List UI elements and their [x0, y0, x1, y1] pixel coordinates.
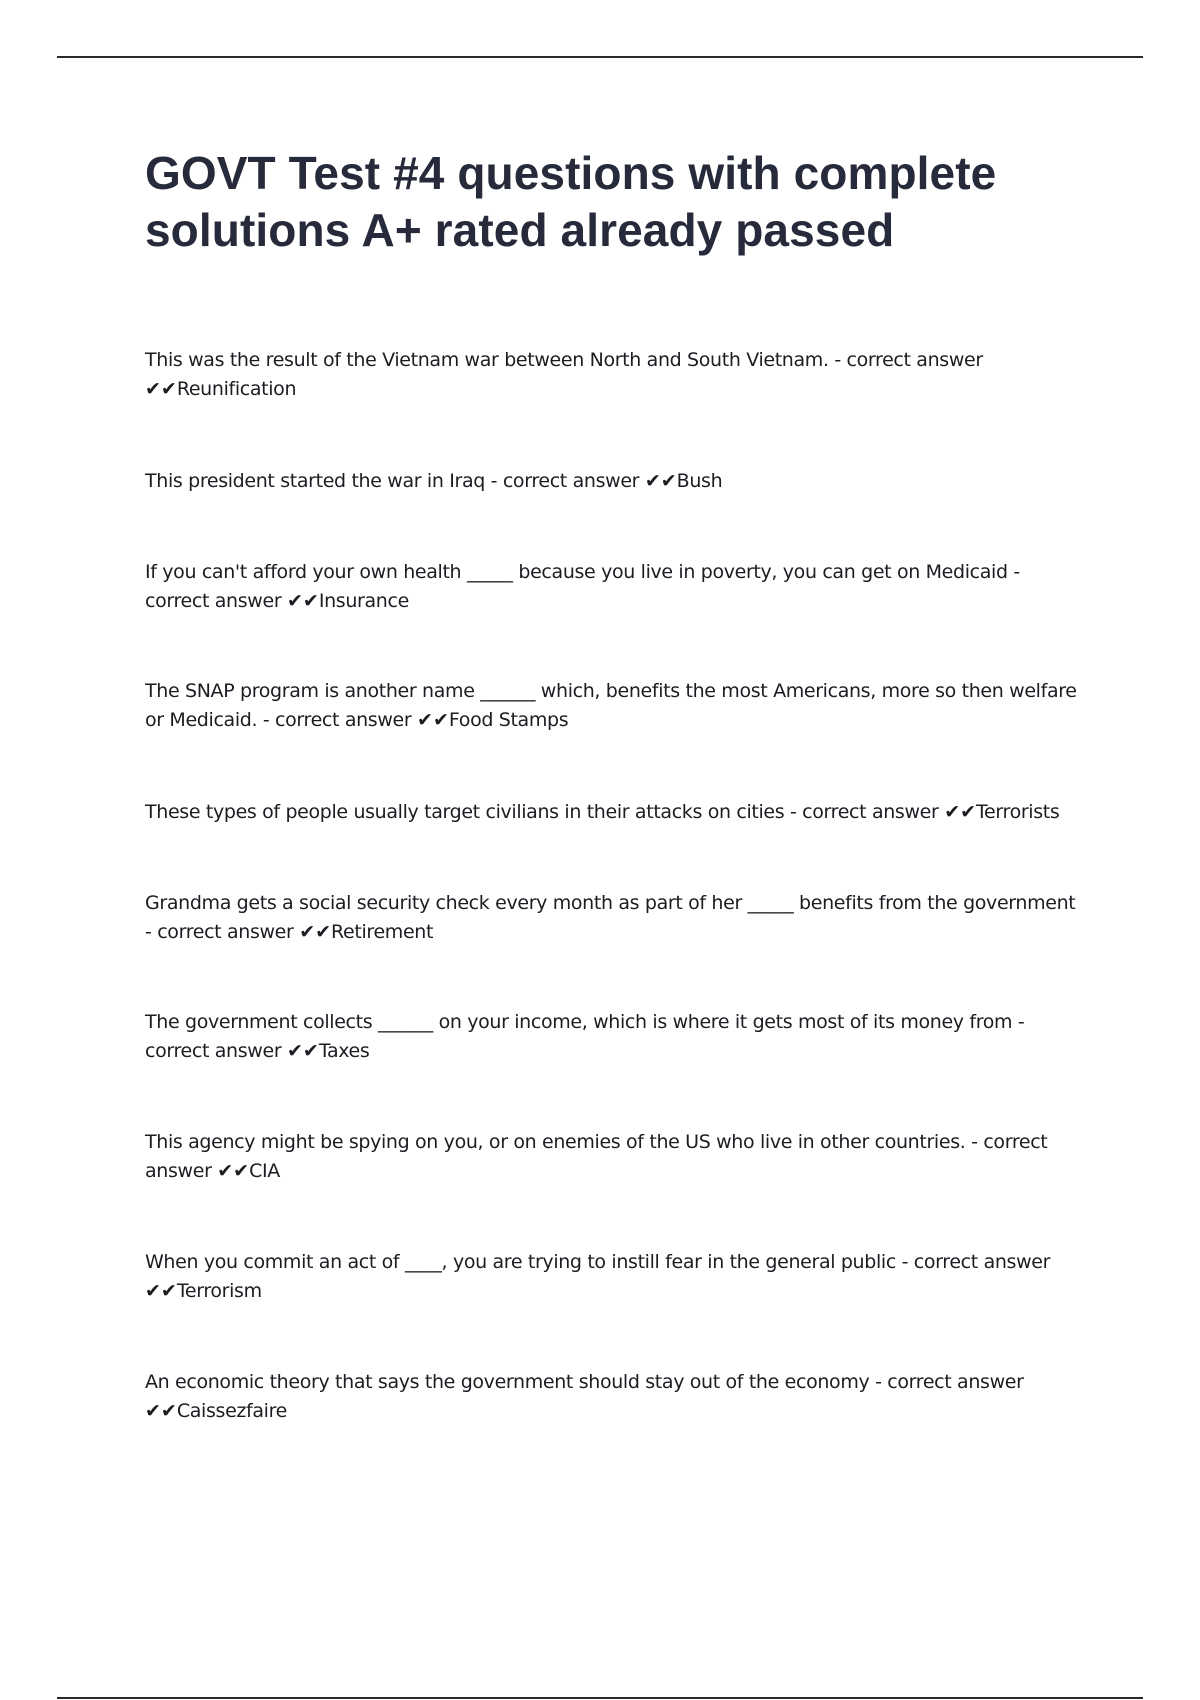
question-text: Grandma gets a social security check every month as part of her _____ benefits from the government - correct answer: [145, 892, 1076, 943]
document-title: GOVT Test #4 questions with complete solutions A+ rated already passed: [145, 147, 997, 256]
question-text: This president started the war in Iraq - correct answer: [145, 470, 640, 492]
answer-text: Terrorists: [976, 801, 1060, 823]
question-text: An economic theory that says the government should stay out of the economy - correct answer: [145, 1371, 1024, 1393]
qa-item-8: [145, 1128, 1085, 1186]
question-text: This agency might be spying on you, or on enemies of the US who live in other countries. - correct answer: [145, 1131, 1048, 1182]
check-mark-icon: ✔✔: [644, 470, 677, 492]
question-text: This was the result of the Vietnam war between North and South Vietnam. - correct answer: [145, 349, 983, 371]
question-text: These types of people usually target civilians in their attacks on cities - correct answer: [145, 801, 939, 823]
qa-item-9: [145, 1248, 1085, 1306]
qa-item-6: [145, 889, 1085, 947]
check-mark-icon: ✔✔: [287, 590, 319, 612]
qa-item-1: [145, 346, 1085, 404]
answer-text: Insurance: [318, 590, 409, 612]
answer-text: Caissezfaire: [176, 1400, 287, 1422]
check-mark-icon: ✔✔: [145, 378, 177, 400]
qa-item-10: [145, 1368, 1085, 1426]
qa-item-5: [145, 798, 1085, 827]
answer-text: Food Stamps: [448, 709, 569, 731]
qa-item-2: [145, 467, 1085, 496]
qa-item-4: [145, 677, 1085, 735]
answer-text: Taxes: [318, 1040, 370, 1062]
check-mark-icon: ✔✔: [299, 921, 332, 943]
question-text: The government collects ______ on your income, which is where it gets most of its money from - correct answer: [145, 1011, 1025, 1062]
check-mark-icon: ✔✔: [145, 1280, 177, 1302]
qa-item-3: [145, 558, 1085, 616]
answer-text: Reunification: [176, 378, 297, 400]
answer-text: Retirement: [331, 921, 434, 943]
question-text: If you can't afford your own health _____ because you live in poverty, you can get on Medicaid - correct answer: [145, 561, 1020, 612]
answer-text: CIA: [249, 1160, 280, 1182]
check-mark-icon: ✔✔: [145, 1400, 177, 1422]
check-mark-icon: ✔✔: [417, 709, 449, 731]
answer-text: Terrorism: [176, 1280, 262, 1302]
check-mark-icon: ✔✔: [217, 1160, 250, 1182]
check-mark-icon: ✔✔: [287, 1040, 319, 1062]
bottom-rule: [57, 1697, 1143, 1699]
question-text: The SNAP program is another name ______ which, benefits the most Americans, more so then welfare or Medicaid. - correct answer: [145, 680, 1077, 731]
qa-item-7: [145, 1008, 1085, 1066]
top-rule: [57, 56, 1143, 58]
answer-text: Bush: [676, 470, 723, 492]
check-mark-icon: ✔✔: [944, 801, 977, 823]
question-text: When you commit an act of ____, you are trying to instill fear in the general public - correct answer: [145, 1251, 1051, 1273]
